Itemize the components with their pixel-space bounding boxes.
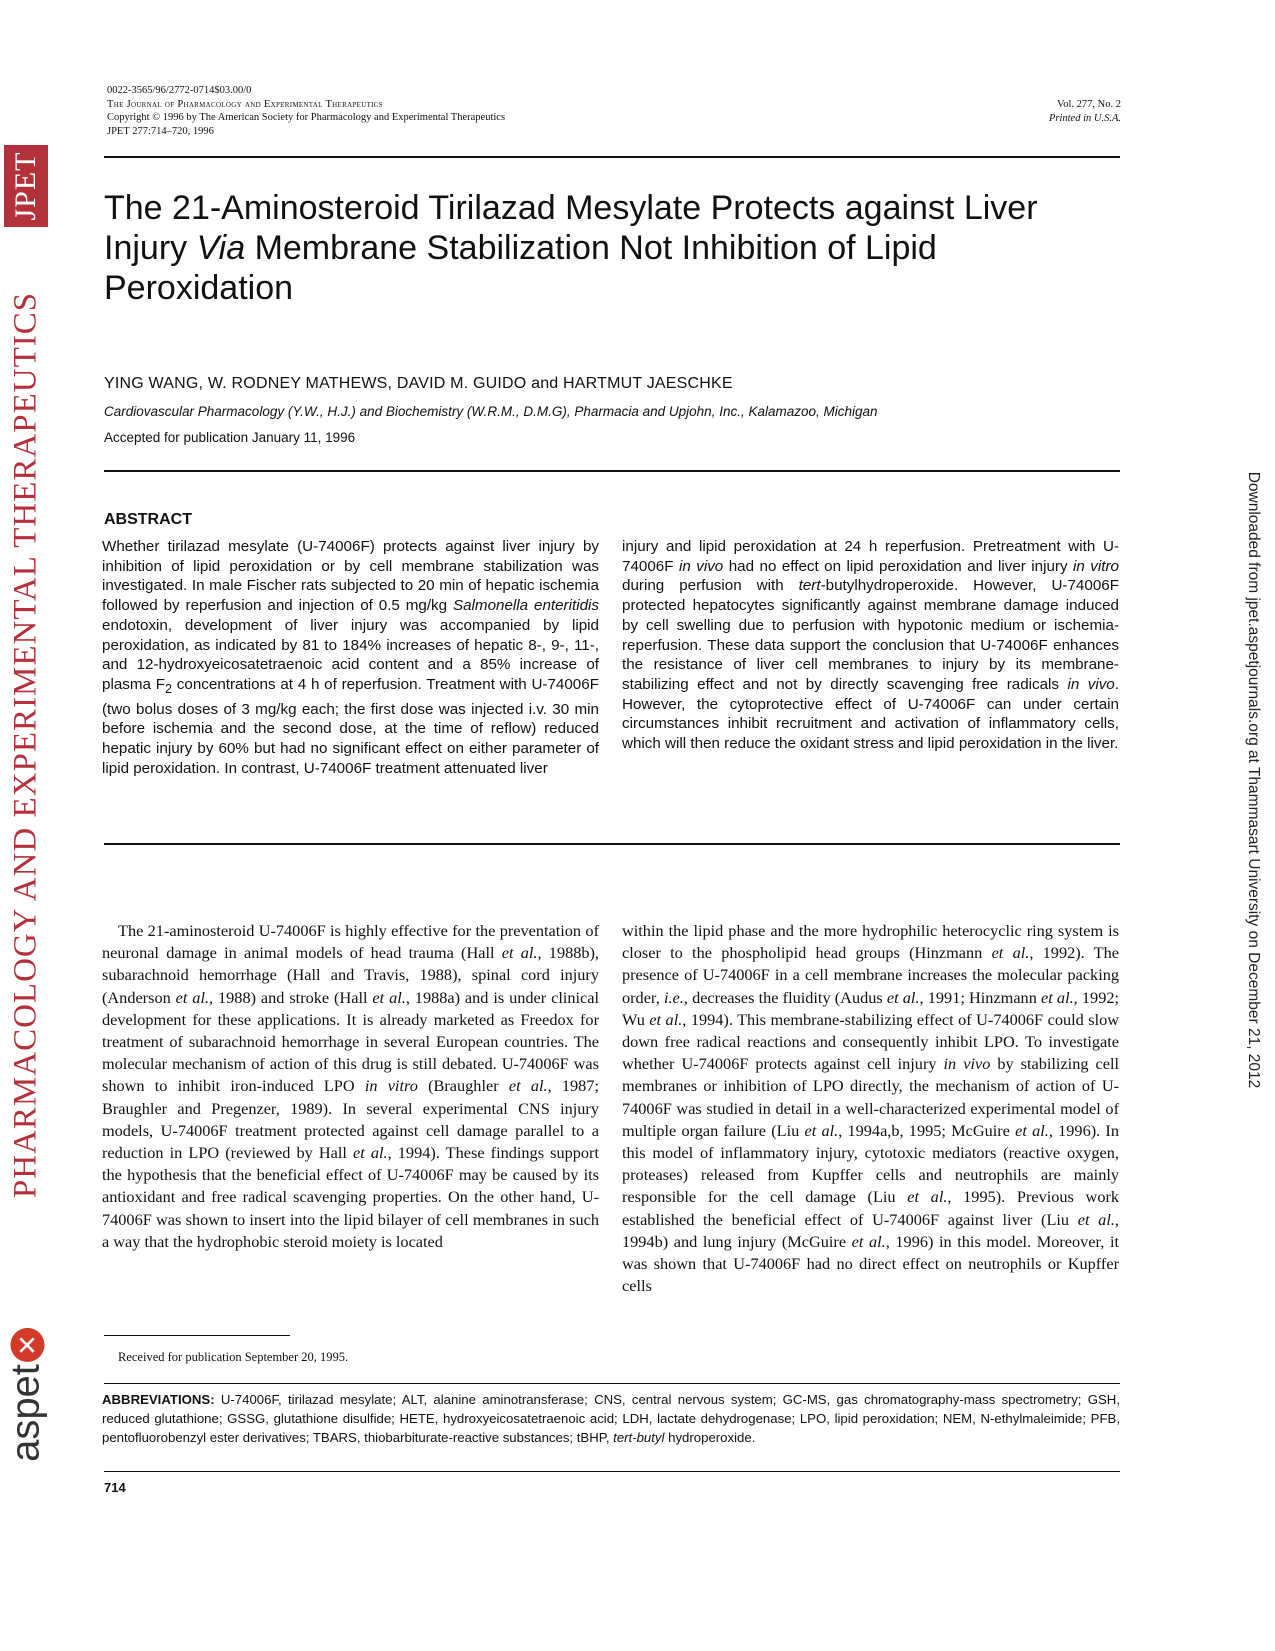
article-code: 0022-3565/96/2772-0714$03.00/0 xyxy=(107,85,252,96)
printed-line: Printed in U.S.A. xyxy=(1048,112,1121,124)
download-note: Downloaded from jpet.aspetjournals.org at Thammasart University on December 21, 2012 xyxy=(1245,471,1262,1089)
citation-line: JPET 277:714–720, 1996 xyxy=(107,125,214,137)
aspet-logo-text: aspet xyxy=(3,1364,48,1462)
header-left xyxy=(107,84,505,138)
abstract-heading: ABSTRACT xyxy=(104,511,192,528)
affiliation: Cardiovascular Pharmacology (Y.W., H.J.) and Biochemistry (W.R.M., D.M.G), Pharmacia and Upjohn, Inc., Kalamazoo, Michigan xyxy=(104,404,878,419)
abstract-rule xyxy=(104,843,1120,845)
body-right-column: within the lipid phase and the more hydrophilic heterocyclic ring system is closer to the phospholipid head groups (Hinzmann et al., 1992). The presence of U-74006F in a cell membrane increases the molecular packing order, i.e., decreases the fluidity (Audus et al., 1991; Hinzmann et al., 1992; Wu et al., 1994). This membrane-stabilizing effect of U-74006F could slow down free radical reactions and consequently inhibit LPO. To investigate whether U-74006F protects against cell injury in vivo by stabilizing cell membranes or inhibition of LPO directly, the mechanism of action of U-74006F was studied in detail in a well-characterized experimental model of multiple organ failure (Liu et al., 1994a,b, 1995; McGuire et al., 1996). In this model of inflammatory injury, cytotoxic mediators (reactive oxygen, proteases) released from Kupffer cells and neutrophils are mainly responsible for the cell damage (Liu et al., 1995). Previous work established the beneficial effect of U-74006F against liver (Liu et al., 1994b) and lung injury (McGuire et al., 1996) in this model. Moreover, it was shown that U-74006F had no direct effect on neutrophils or Kupffer cells xyxy=(622,921,1120,1296)
aspet-logo-mark-icon: ✕ xyxy=(11,1328,45,1362)
journal-side-name: PHARMACOLOGY AND EXPERIMENTAL THERAPEUTICS xyxy=(7,291,44,1199)
footnote-rule xyxy=(104,1335,290,1336)
abbreviations-top-rule xyxy=(104,1383,1120,1384)
aspet-logo xyxy=(4,1328,49,1462)
abbreviations-block: ABBREVIATIONS: U-74006F, tirilazad mesylate; ALT, alanine aminotransferase; CNS, central nervous system; GC-MS, gas chromatography-mass spectrometry; GSH, reduced glutathione; GSSG, glutathione disulfide; HETE, hydroxyeicosatetraenoic acid; LDH, lactate dehydrogenase; LPO, lipid peroxidation; NEM, N-ethylmaleimide; PFB, pentofluorobenzyl ester derivatives; TBARS, thiobarbiturate-reactive substances; tBHP, tert-butyl hydroperoxide. xyxy=(102,1392,1120,1445)
jpet-tab-label: JPET xyxy=(9,151,42,221)
authors: YING WANG, W. RODNEY MATHEWS, DAVID M. GUIDO and HARTMUT JAESCHKE xyxy=(104,375,733,392)
abstract-left-column: Whether tirilazad mesylate (U-74006F) protects against liver injury by inhibition of lipid peroxidation or by cell membrane stabilization was investigated. In male Fischer rats subjected to 20 min of hepatic ischemia followed by reperfusion and injection of 0.5 mg/kg Salmonella enteritidis endotoxin, development of liver injury was accompanied by lipid peroxidation, as indicated by 81 to 184% increases of hepatic 8-, 9-, 11-, and 12-hydroxyeicosatetraenoic acid content and a 85% increase of plasma $F_2$ concentrations at 4 h of reperfusion. Treatment with U-74006F (two bolus doses of 3 mg/kg each; the first dose was injected i.v. 30 min before ischemia and the second dose, at the time of reflow) reduced hepatic injury by 60% but had no significant effect on either parameter of lipid peroxidation. In contrast, U-74006F treatment attenuated liver xyxy=(102,538,599,777)
header-right xyxy=(1049,98,1121,125)
journal-name: The Journal of Pharmacology and Experimental Therapeutics xyxy=(107,98,383,110)
accepted-date: Accepted for publication January 11, 1996 xyxy=(104,430,356,445)
article-title: The 21-Aminosteroid Tirilazad Mesylate Protects against Liver Injury Via Membrane Stabilization Not Inhibition of Lipid Peroxidation xyxy=(104,189,1038,307)
volume-line: Vol. 277, No. 2 xyxy=(1057,99,1121,110)
received-footnote: Received for publication September 20, 1995. xyxy=(118,1350,349,1364)
page-number: 714 xyxy=(104,1480,126,1495)
abbreviations-label: ABBREVIATIONS: xyxy=(102,1392,215,1407)
abbreviations-bottom-rule xyxy=(104,1471,1120,1472)
abstract-right-column: injury and lipid peroxidation at 24 h reperfusion. Pretreatment with U-74006F in vivo had no effect on lipid peroxidation and liver injury in vitro during perfusion with tert-butylhydroperoxide. However, U-74006F protected hepatocytes significantly against membrane damage induced by cell swelling due to perfusion with hypotonic medium or ischemia-reperfusion. These data support the conclusion that U-74006F enhances the resistance of liver cell membranes to injury by its membrane-stabilizing effect and not by directly scavenging free radicals in vivo. However, the cytoprotective effect of U-74006F can under certain circumstances inhibit recruitment and activation of inflammatory cells, which will then reduce the oxidant stress and lipid peroxidation in the liver. xyxy=(622,538,1119,753)
title-rule xyxy=(104,470,1120,472)
body-left-column: The 21-aminosteroid U-74006F is highly effective for the preventation of neuronal damage in animal models of head trauma (Hall et al., 1988b), subarachnoid hemorrhage (Hall and Travis, 1988), spinal cord injury (Anderson et al., 1988) and stroke (Hall et al., 1988a) and is under clinical development for these applications. It is already marketed as Freedox for treatment of subarachnoid hemorrhage in several European countries. The molecular mechanism of action of this drug is still debated. U-74006F was shown to inhibit iron-induced LPO in vitro (Braughler et al., 1987; Braughler and Pregenzer, 1989). In several experimental CNS injury models, U-74006F treatment protected against cell damage parallel to a reduction in LPO (reviewed by Hall et al., 1994). These findings support the hypothesis that the beneficial effect of U-74006F may be caused by its antioxidant and free radical scavenging properties. On the other hand, U-74006F was shown to insert into the lipid bilayer of cell membranes in such a way that the hydrophobic steroid moiety is located xyxy=(102,921,600,1251)
header-rule xyxy=(104,156,1120,158)
copyright-line: Copyright © 1996 by The American Society for Pharmacology and Experimental Therapeutics xyxy=(107,112,506,123)
jpet-tab xyxy=(4,145,48,227)
